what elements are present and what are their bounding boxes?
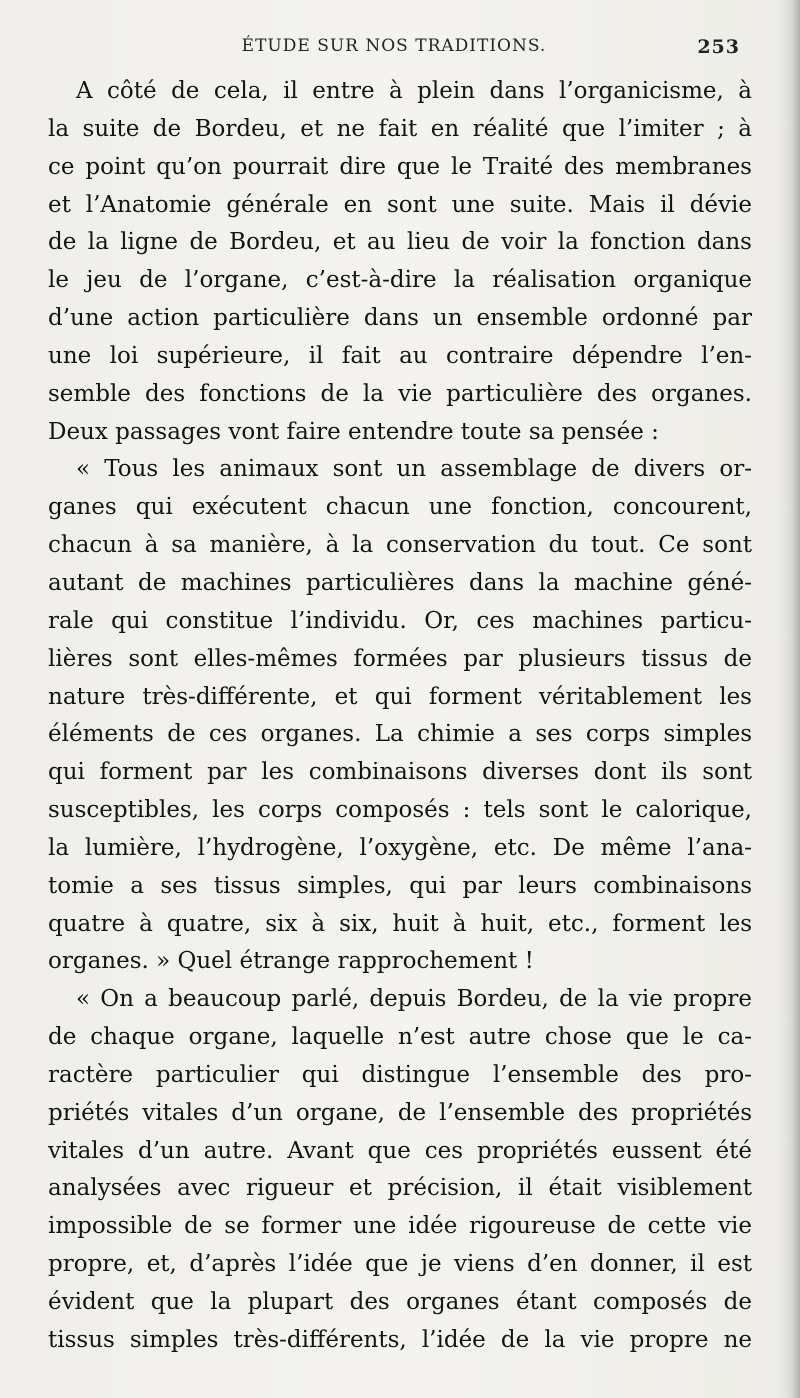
text-line: la lumière, l’hydrogène, l’oxygène, etc. De même l’ana- — [48, 834, 752, 861]
text-line: « On a beaucoup parlé, depuis Bordeu, de la vie propre — [76, 986, 752, 1013]
text-line: chacun à sa manière, à la conservation du tout. Ce sont — [48, 532, 752, 559]
text-line: autant de machines particulières dans la machine géné- — [48, 569, 752, 596]
text-line: analysées avec rigueur et précision, il était visiblement — [48, 1175, 752, 1202]
text-line: susceptibles, les corps composés : tels sont le calorique, — [48, 797, 752, 824]
text-line: tissus simples très-différents, l’idée de la vie propre ne — [48, 1326, 752, 1353]
text-line: organes. » Quel étrange rapprochement ! — [48, 948, 534, 975]
text-line: ganes qui exécutent chacun une fonction, concourent, — [48, 494, 752, 521]
page-number: 253 — [697, 36, 740, 58]
text-line: le jeu de l’organe, c’est-à-dire la réalisation organique — [48, 267, 752, 294]
text-line: de la ligne de Bordeu, et au lieu de voir la fonction dans — [48, 229, 752, 256]
text-line: ce point qu’on pourrait dire que le Traité des membranes — [48, 153, 752, 180]
text-line: vitales d’un autre. Avant que ces propriétés eussent été — [48, 1137, 752, 1164]
text-line: tomie a ses tissus simples, qui par leurs combinaisons — [48, 872, 752, 899]
text-line: impossible de se former une idée rigoureuse de cette vie — [48, 1213, 752, 1240]
text-line: la suite de Bordeu, et ne fait en réalité que l’imiter ; à — [48, 115, 752, 142]
page-header — [48, 36, 740, 60]
text-line: qui forment par les combinaisons diverses dont ils sont — [48, 759, 752, 786]
text-line: quatre à quatre, six à six, huit à huit, etc., forment les — [48, 910, 752, 937]
text-line: ractère particulier qui distingue l’ensemble des pro- — [48, 1061, 752, 1088]
text-line: évident que la plupart des organes étant composés de — [48, 1289, 752, 1315]
text-line: éléments de ces organes. La chimie a ses corps simples — [48, 721, 752, 748]
text-line: propre, et, d’après l’idée que je viens d’en donner, il est — [48, 1251, 752, 1278]
text-line: et l’Anatomie générale en sont une suite. Mais il dévie — [48, 191, 752, 218]
running-title: ÉTUDE SUR NOS TRADITIONS. — [241, 36, 547, 56]
text-line: priétés vitales d’un organe, de l’ensemble des propriétés — [48, 1099, 752, 1126]
body-text — [48, 73, 752, 1360]
page-edge-shadow — [778, 0, 800, 1398]
text-line: de chaque organe, laquelle n’est autre chose que le ca- — [48, 1024, 752, 1051]
text-line: nature très-différente, et qui forment véritablement les — [48, 683, 752, 710]
text-line: A côté de cela, il entre à plein dans l’organicisme, à — [76, 78, 752, 104]
text-line: « Tous les animaux sont un assemblage de divers or- — [76, 456, 752, 483]
text-line: Deux passages vont faire entendre toute sa pensée : — [48, 418, 659, 445]
text-line: d’une action particulière dans un ensemble ordonné par — [48, 305, 752, 332]
text-line: semble des fonctions de la vie particulière des organes. — [48, 380, 752, 407]
text-line: lières sont elles-mêmes formées par plusieurs tissus de — [48, 645, 752, 672]
text-line: une loi supérieure, il fait au contraire dépendre l’en- — [48, 342, 752, 369]
text-line: rale qui constitue l’individu. Or, ces machines particu- — [48, 607, 752, 634]
